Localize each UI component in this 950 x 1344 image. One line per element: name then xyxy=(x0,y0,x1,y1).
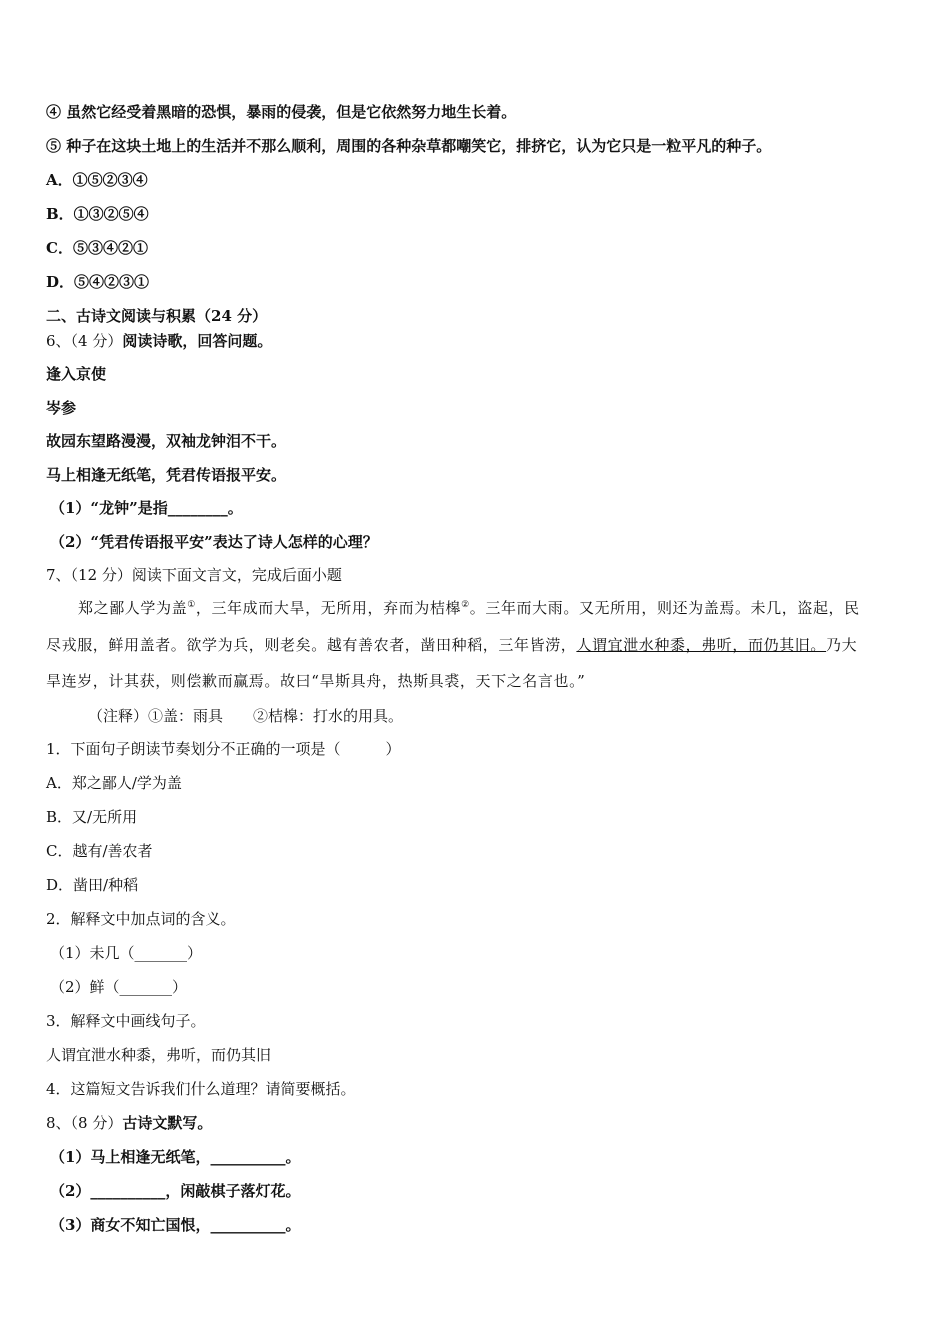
footnote-marker-1: ① xyxy=(187,600,196,610)
q7-1-option-c: C．越有/善农者 xyxy=(46,842,153,860)
q5-sentence-4: ④ 虽然它经受着黑暗的恐惧，暴雨的侵袭，但是它依然努力地生长着。 xyxy=(46,103,517,121)
q5-option-a: A．①⑤②③④ xyxy=(46,171,148,189)
q7-3-sentence: 人谓宜泄水种黍，弗听，而仍其旧 xyxy=(46,1046,272,1064)
q8-heading xyxy=(46,1113,212,1133)
q7-number: 7、（12 分） xyxy=(46,566,132,584)
q8-number: 8、（8 分） xyxy=(46,1114,123,1132)
poem-title: 逢入京使 xyxy=(46,365,107,383)
passage-line-1 xyxy=(78,598,860,618)
q7-2-question: 2．解释文中加点词的含义。 xyxy=(46,910,236,928)
q8-sub-2: （2）__________，闲敲棋子落灯花。 xyxy=(50,1182,301,1200)
poem-line-1: 故园东望路漫漫，双袖龙钟泪不干。 xyxy=(46,432,287,450)
underlined-sentence: 人谓宜泄水种黍，弗听，而仍其旧。 xyxy=(576,636,827,654)
q7-1-option-a: A．郑之鄙人/学为盖 xyxy=(46,774,182,792)
q7-prompt: 阅读下面文言文，完成后面小题 xyxy=(131,566,342,584)
q7-heading xyxy=(46,565,342,585)
passage-line-3: 旱连岁，计其获，则偿歉而赢焉。故曰“旱斯具舟，热斯具裘，天下之名言也。” xyxy=(46,672,586,690)
q6-sub-2: （2）“凭君传语报平安”表达了诗人怎样的心理？ xyxy=(50,533,378,551)
passage-text: 乃大 xyxy=(826,636,858,654)
q7-2-sub-2: （2）鲜（_______） xyxy=(50,978,188,996)
poem-author: 岑参 xyxy=(46,399,77,417)
passage-annotation: （注释）①盖：雨具 ②桔槔：打水的用具。 xyxy=(88,707,404,725)
passage-text: 郑之鄙人学为盖 xyxy=(78,599,188,617)
q8-prompt: 古诗文默写。 xyxy=(122,1114,213,1132)
q7-1-question: 1．下面句子朗读节奏划分不正确的一项是（ ） xyxy=(46,740,401,758)
q8-sub-3: （3）商女不知亡国恨，__________。 xyxy=(50,1216,301,1234)
q6-prompt: 阅读诗歌，回答问题。 xyxy=(122,332,273,350)
passage-text: 。三年而大雨。又无所用，则还为盖焉。未几，盗起，民 xyxy=(469,599,860,617)
q5-sentence-5: ⑤ 种子在这块土地上的生活并不那么顺利，周围的各种杂草都嘲笑它，排挤它，认为它只是一粒平凡的种子。 xyxy=(46,137,772,155)
q5-option-c: C．⑤③④②① xyxy=(46,239,148,257)
q6-heading xyxy=(46,331,272,351)
q6-sub-1: （1）“龙钟”是指________。 xyxy=(50,499,243,517)
passage-text: 尽戎服，鲜用盖者。欲学为兵，则老矣。越有善农者，凿田种稻，三年皆涝， xyxy=(46,636,577,654)
section-2-title: 二、古诗文阅读与积累（24 分） xyxy=(46,307,268,325)
q7-1-option-b: B．又/无所用 xyxy=(46,808,138,826)
q7-1-option-d: D．凿田/种稻 xyxy=(46,876,139,894)
q7-2-sub-1: （1）未几（_______） xyxy=(50,944,203,962)
poem-line-2: 马上相逢无纸笔，凭君传语报平安。 xyxy=(46,466,287,484)
q5-option-b: B．①③②⑤④ xyxy=(46,205,149,223)
q7-3-question: 3．解释文中画线句子。 xyxy=(46,1012,206,1030)
q5-option-d: D．⑤④②③① xyxy=(46,273,150,291)
passage-text: ，三年成而大旱，无所用，弃而为桔槔 xyxy=(195,599,462,617)
q6-number: 6、（4 分） xyxy=(46,332,123,350)
q8-sub-1: （1）马上相逢无纸笔，__________。 xyxy=(50,1148,301,1166)
footnote-marker-2: ② xyxy=(461,600,470,610)
q7-4-question: 4．这篇短文告诉我们什么道理？请简要概括。 xyxy=(46,1080,356,1098)
passage-line-2 xyxy=(46,635,857,655)
